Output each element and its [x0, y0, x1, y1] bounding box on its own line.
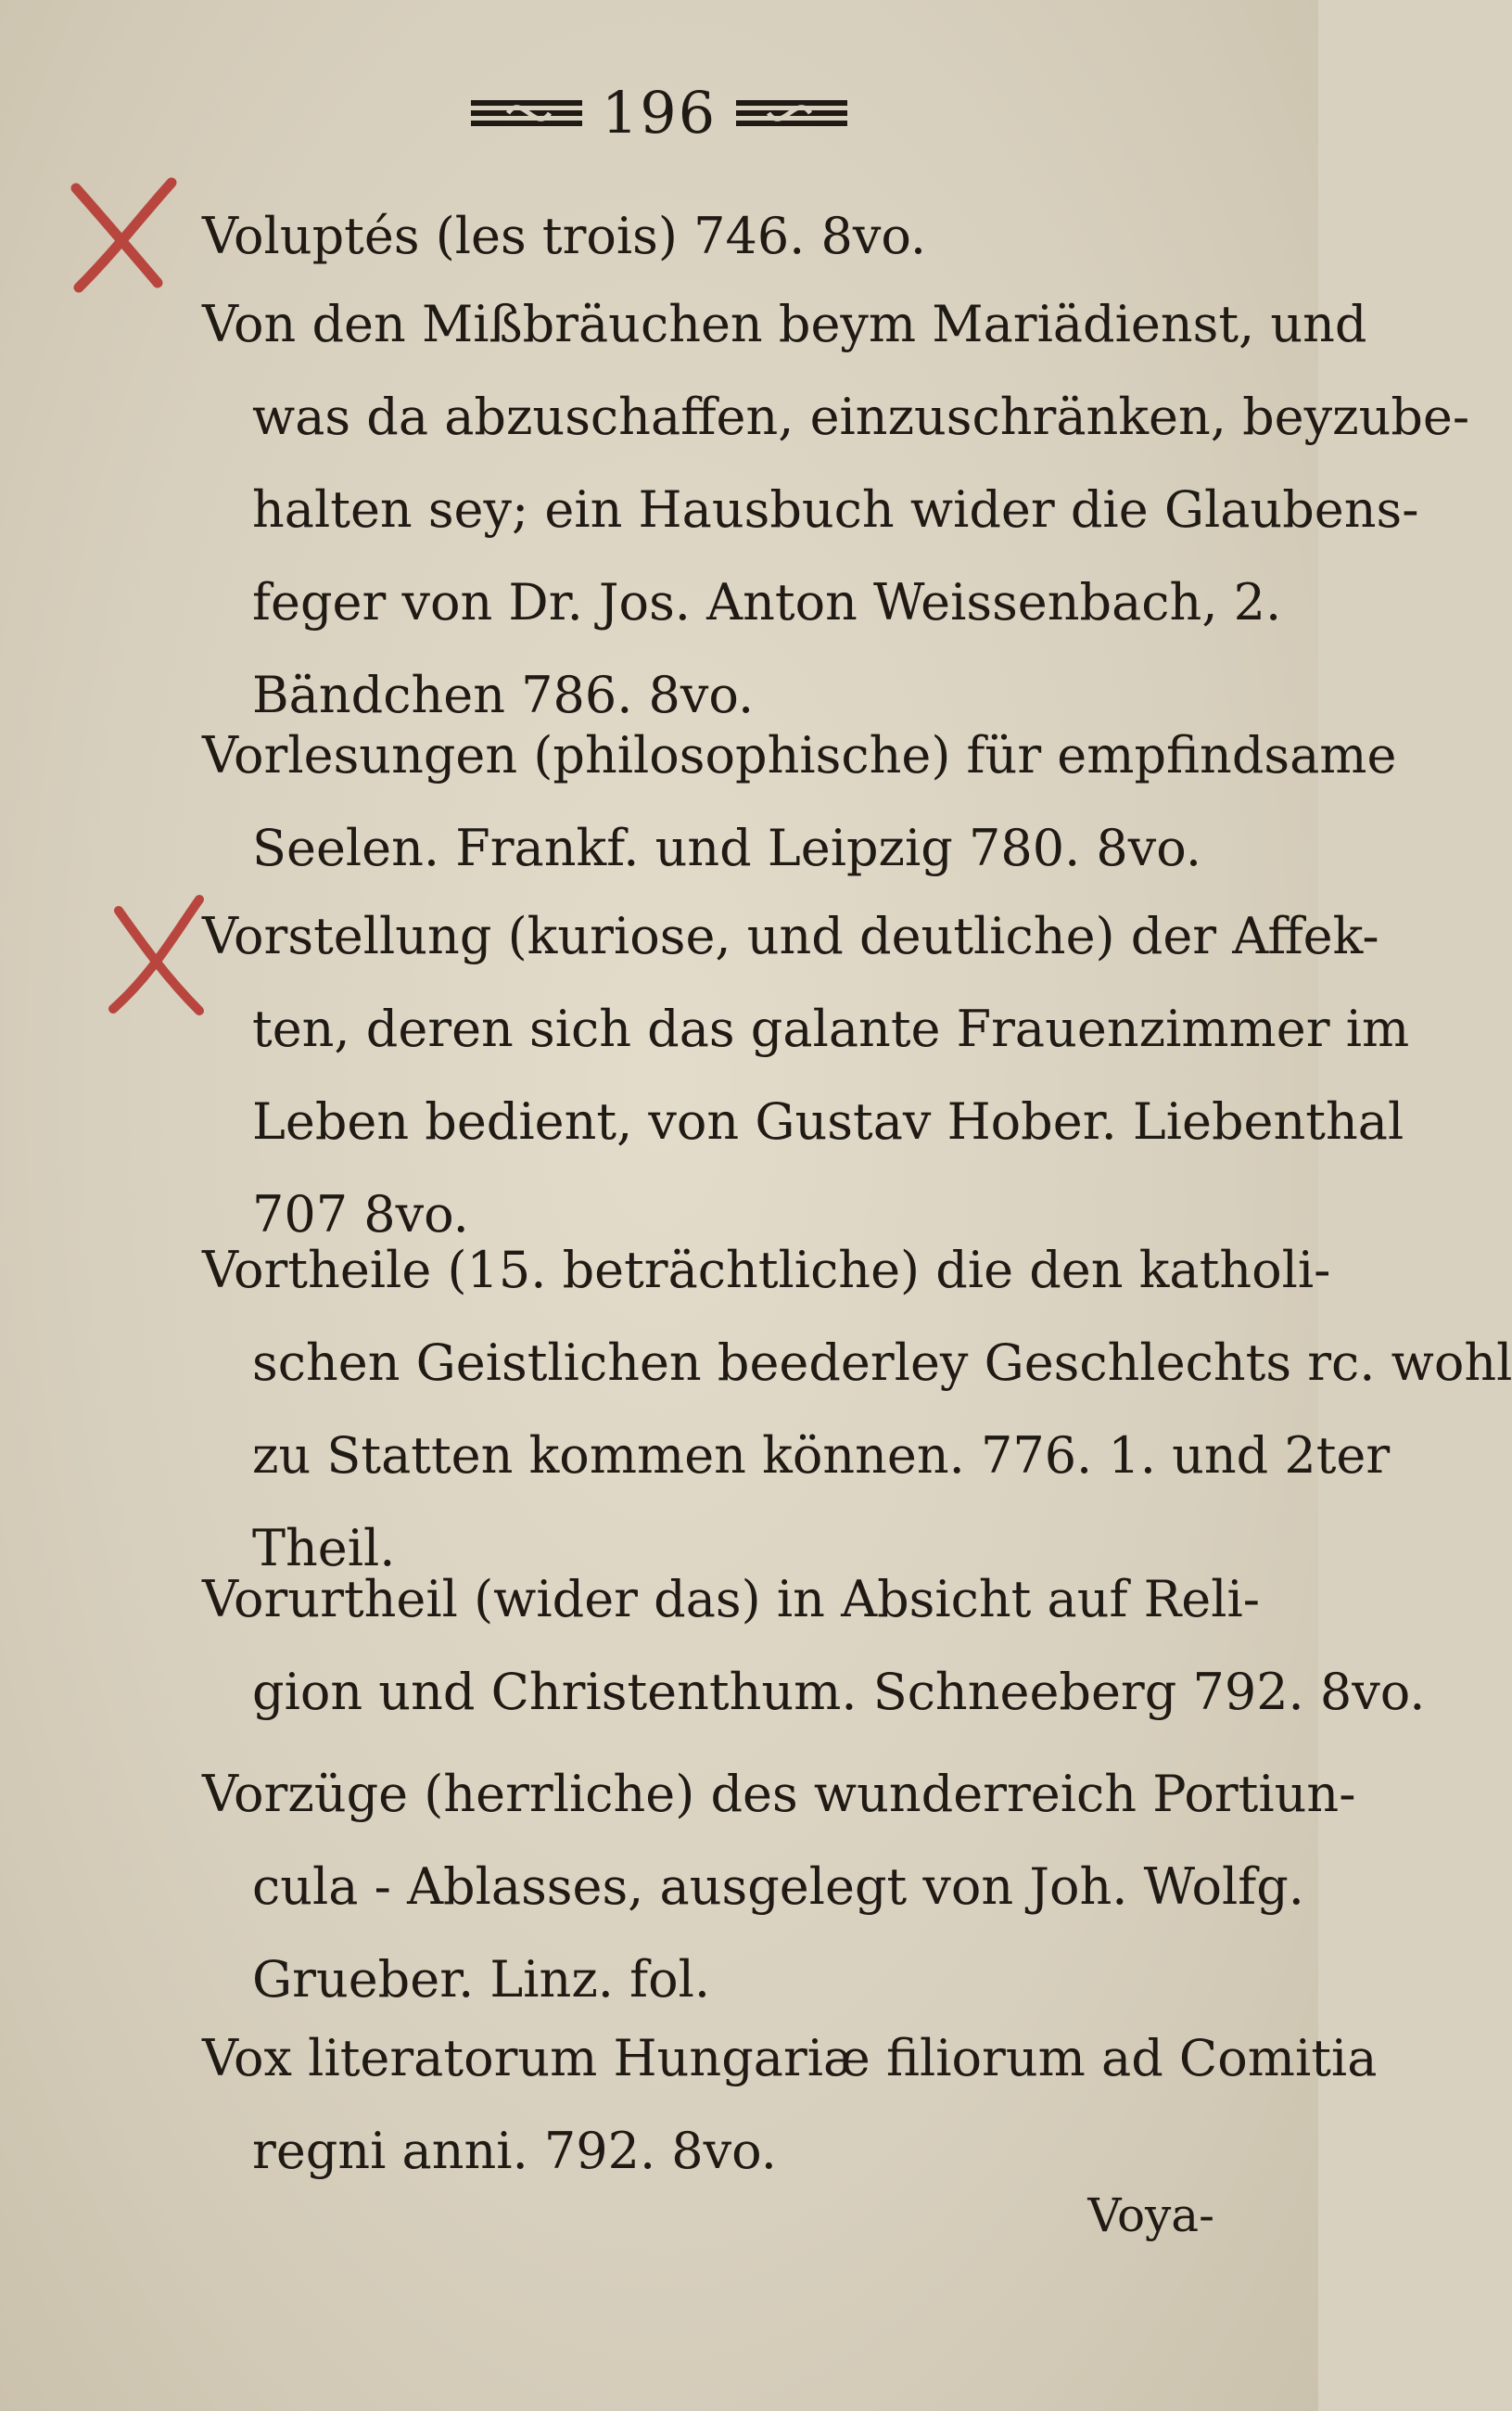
entry-line: ten, deren sich das galante Frauenzimmer im [252, 1000, 1410, 1058]
entry-line: Vorstellung (kuriose, und deutliche) der Affek- [202, 907, 1379, 965]
entry-line: regni anni. 792. 8vo. [252, 2122, 777, 2180]
entry-line: was da abzuschaffen, einzuschränken, beyzube- [252, 388, 1470, 446]
entry-line: Bändchen 786. 8vo. [252, 666, 755, 724]
entry-line: 707 8vo. [252, 1185, 469, 1244]
entry-vox-literatorum [202, 2012, 1378, 2198]
entry-line: Vorurtheil (wider das) in Absicht auf Reli- [202, 1570, 1261, 1628]
red-cross-mark-icon [65, 172, 185, 297]
entry-line: cula - Ablasses, ausgelegt von Joh. Wolfg. [252, 1857, 1304, 1916]
page-number: 196 [601, 79, 718, 147]
entry-line: Grueber. Linz. fol. [252, 1950, 711, 2009]
entry-voluptes [202, 190, 1240, 283]
red-cross-mark-icon [102, 890, 213, 1020]
left-ornament-icon [471, 93, 582, 134]
entry-line: Vox literatorum Hungariæ filiorum ad Comitia [202, 2029, 1378, 2087]
entry-von-den-missbraeuchen [202, 278, 1470, 742]
entry-line: schen Geistlichen beederley Geschlechts rc. wohl [252, 1333, 1512, 1392]
entry-vorurtheil [202, 1553, 1426, 1739]
entry-line: Vorlesungen (philosophische) für empfindsame [202, 726, 1397, 785]
entry-line: Seelen. Frankf. und Leipzig 780. 8vo. [252, 819, 1201, 877]
entry-line: Theil. [252, 1519, 396, 1577]
entry-line: Von den Mißbräuchen beym Mariädienst, und [202, 295, 1367, 353]
entry-vorzuege [202, 1748, 1356, 2026]
page-header [0, 79, 1318, 147]
right-ornament-icon [736, 93, 847, 134]
catchword: Voya- [1087, 2188, 1214, 2242]
entry-vorstellung [202, 890, 1410, 1261]
entry-line: Leben bedient, von Gustav Hober. Liebenthal [252, 1092, 1404, 1151]
entry-vortheile [202, 1224, 1512, 1595]
entry-line: gion und Christenthum. Schneeberg 792. 8vo. [252, 1663, 1426, 1721]
entry-line: Voluptés (les trois) 746. 8vo. [202, 207, 927, 265]
entry-line: halten sey; ein Hausbuch wider die Glaubens- [252, 480, 1419, 539]
entry-line: Vorzüge (herrliche) des wunderreich Portiun- [202, 1765, 1356, 1823]
entry-line: Vortheile (15. beträchtliche) die den katholi- [202, 1241, 1331, 1299]
entry-vorlesungen [202, 709, 1397, 895]
entry-line: feger von Dr. Jos. Anton Weissenbach, 2. [252, 573, 1282, 631]
entry-line: zu Statten kommen können. 776. 1. und 2ter [252, 1426, 1391, 1485]
